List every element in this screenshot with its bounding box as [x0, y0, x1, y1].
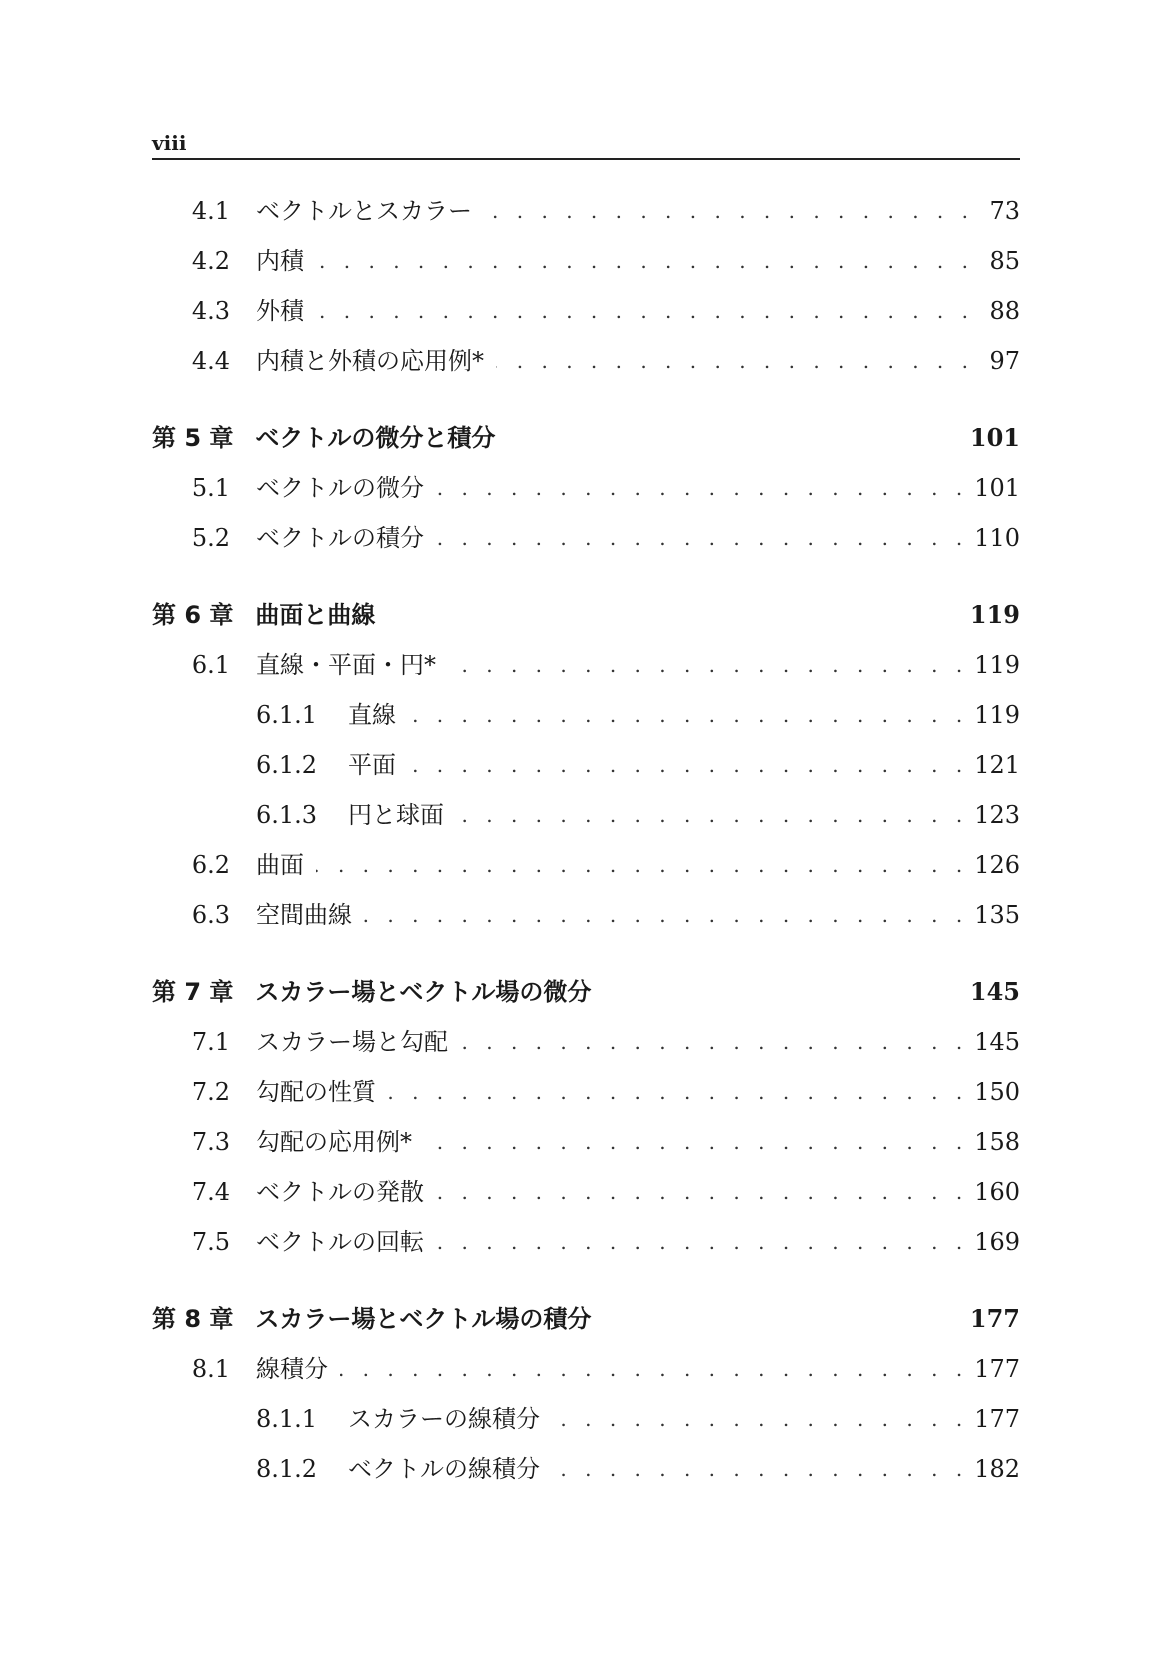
subsection-title: 平面 — [348, 751, 396, 779]
section-number: 6.3 — [191, 901, 230, 929]
chapter-title: ベクトルの微分と積分 — [255, 424, 496, 452]
page-ref: 119 — [974, 701, 1020, 729]
toc-entry-5-1[interactable] — [152, 463, 1020, 513]
page-ref: 101 — [969, 423, 1020, 452]
section-title: 線積分 — [256, 1355, 328, 1383]
page-ref: 145 — [969, 977, 1020, 1006]
section-title: ベクトルの積分 — [256, 524, 424, 552]
toc-chapter-6[interactable] — [152, 590, 1020, 640]
subsection-number: 6.1.2 — [256, 751, 318, 779]
section-title: 勾配の性質 — [256, 1078, 376, 1106]
section-title: ベクトルの発散 — [256, 1178, 424, 1206]
page-ref: 119 — [969, 600, 1020, 629]
chapter-number: 第 7 章 — [152, 978, 234, 1006]
page-ref: 158 — [974, 1128, 1020, 1156]
section-number: 6.1 — [191, 651, 230, 679]
chapter-number: 第 5 章 — [152, 424, 234, 452]
section-title: ベクトルとスカラー — [256, 197, 472, 225]
toc-entry-4-4[interactable] — [152, 336, 1020, 386]
section-number: 4.3 — [191, 297, 230, 325]
dot-leader — [436, 473, 968, 503]
dot-leader — [552, 1454, 968, 1484]
page-ref: 110 — [974, 524, 1020, 552]
toc-entry-4-3[interactable] — [152, 286, 1020, 336]
toc-chapter-8[interactable] — [152, 1294, 1020, 1344]
toc-entry-6-1-3[interactable] — [152, 790, 1020, 840]
subsection-number: 6.1.1 — [256, 701, 318, 729]
page-ref: 119 — [974, 651, 1020, 679]
subsection-number: 8.1.2 — [256, 1455, 318, 1483]
dot-leader — [496, 346, 974, 376]
toc-entry-6-1[interactable] — [152, 640, 1020, 690]
page-ref: 123 — [974, 801, 1020, 829]
subsection-title: ベクトルの線積分 — [348, 1455, 540, 1483]
dot-leader — [408, 750, 968, 780]
subsection-number: 6.1.3 — [256, 801, 318, 829]
dot-leader — [340, 1354, 968, 1384]
page-ref: 85 — [989, 247, 1020, 275]
page-ref: 169 — [974, 1228, 1020, 1256]
dot-leader — [316, 296, 974, 326]
subsection-title: 円と球面 — [348, 801, 444, 829]
dot-leader — [448, 650, 968, 680]
toc-entry-6-1-1[interactable] — [152, 690, 1020, 740]
dot-leader — [316, 246, 974, 276]
toc-chapter-7[interactable] — [152, 967, 1020, 1017]
section-number: 4.1 — [191, 197, 230, 225]
chapter-title: スカラー場とベクトル場の微分 — [255, 978, 592, 1006]
dot-leader — [436, 523, 968, 553]
section-title: スカラー場と勾配 — [256, 1028, 448, 1056]
page-ref: 121 — [974, 751, 1020, 779]
dot-leader — [408, 700, 968, 730]
section-title: 内積と外積の応用例* — [256, 347, 484, 375]
section-title: ベクトルの微分 — [256, 474, 424, 502]
page-ref: 88 — [989, 297, 1020, 325]
dot-leader — [460, 1027, 968, 1057]
section-title: ベクトルの回転 — [256, 1228, 424, 1256]
dot-leader — [364, 900, 968, 930]
toc-entry-4-1[interactable] — [152, 186, 1020, 236]
toc-entry-7-4[interactable] — [152, 1167, 1020, 1217]
section-title: 曲面 — [256, 851, 304, 879]
page-number: viii — [152, 131, 187, 155]
toc-entry-6-2[interactable] — [152, 840, 1020, 890]
dot-leader — [552, 1404, 968, 1434]
chapter-title: スカラー場とベクトル場の積分 — [255, 1305, 592, 1333]
dot-leader — [456, 800, 968, 830]
section-number: 7.5 — [191, 1228, 230, 1256]
section-number: 7.3 — [191, 1128, 230, 1156]
page-ref: 101 — [974, 474, 1020, 502]
toc-entry-8-1[interactable] — [152, 1344, 1020, 1394]
chapter-title: 曲面と曲線 — [255, 601, 376, 629]
section-number: 5.1 — [191, 474, 230, 502]
dot-leader — [388, 1077, 968, 1107]
page-ref: 135 — [974, 901, 1020, 929]
section-number: 4.2 — [191, 247, 230, 275]
toc-entry-5-2[interactable] — [152, 513, 1020, 563]
page-ref: 160 — [974, 1178, 1020, 1206]
section-title: 勾配の応用例* — [256, 1128, 412, 1156]
section-title: 内積 — [256, 247, 304, 275]
page-ref: 126 — [974, 851, 1020, 879]
page-ref: 177 — [969, 1304, 1020, 1333]
dot-leader — [436, 1227, 968, 1257]
dot-leader — [316, 850, 968, 880]
section-number: 8.1 — [191, 1355, 230, 1383]
page-ref: 97 — [989, 347, 1020, 375]
page-ref: 145 — [974, 1028, 1020, 1056]
toc-entry-8-1-2[interactable] — [152, 1444, 1020, 1494]
section-number: 7.4 — [191, 1178, 230, 1206]
page-ref: 177 — [974, 1405, 1020, 1433]
toc-entry-7-2[interactable] — [152, 1067, 1020, 1117]
subsection-title: スカラーの線積分 — [348, 1405, 540, 1433]
table-of-contents — [152, 186, 1020, 1494]
toc-entry-8-1-1[interactable] — [152, 1394, 1020, 1444]
toc-entry-7-3[interactable] — [152, 1117, 1020, 1167]
section-number: 5.2 — [191, 524, 230, 552]
chapter-number: 第 8 章 — [152, 1305, 234, 1333]
toc-entry-7-1[interactable] — [152, 1017, 1020, 1067]
subsection-title: 直線 — [348, 701, 396, 729]
section-number: 7.2 — [191, 1078, 230, 1106]
toc-entry-6-3[interactable] — [152, 890, 1020, 940]
section-title: 外積 — [256, 297, 304, 325]
section-title: 直線・平面・円* — [256, 651, 436, 679]
section-number: 6.2 — [191, 851, 230, 879]
section-number: 4.4 — [191, 347, 230, 375]
running-head — [152, 130, 1020, 160]
toc-entry-6-1-2[interactable] — [152, 740, 1020, 790]
dot-leader — [424, 1127, 968, 1157]
page-ref: 150 — [974, 1078, 1020, 1106]
toc-entry-4-2[interactable] — [152, 236, 1020, 286]
page-ref: 73 — [989, 197, 1020, 225]
toc-chapter-5[interactable] — [152, 413, 1020, 463]
dot-leader — [436, 1177, 968, 1207]
toc-entry-7-5[interactable] — [152, 1217, 1020, 1267]
dot-leader — [484, 196, 974, 226]
section-title: 空間曲線 — [256, 901, 352, 929]
page-ref: 182 — [974, 1455, 1020, 1483]
chapter-number: 第 6 章 — [152, 601, 234, 629]
section-number: 7.1 — [191, 1028, 230, 1056]
subsection-number: 8.1.1 — [256, 1405, 318, 1433]
page-ref: 177 — [974, 1355, 1020, 1383]
